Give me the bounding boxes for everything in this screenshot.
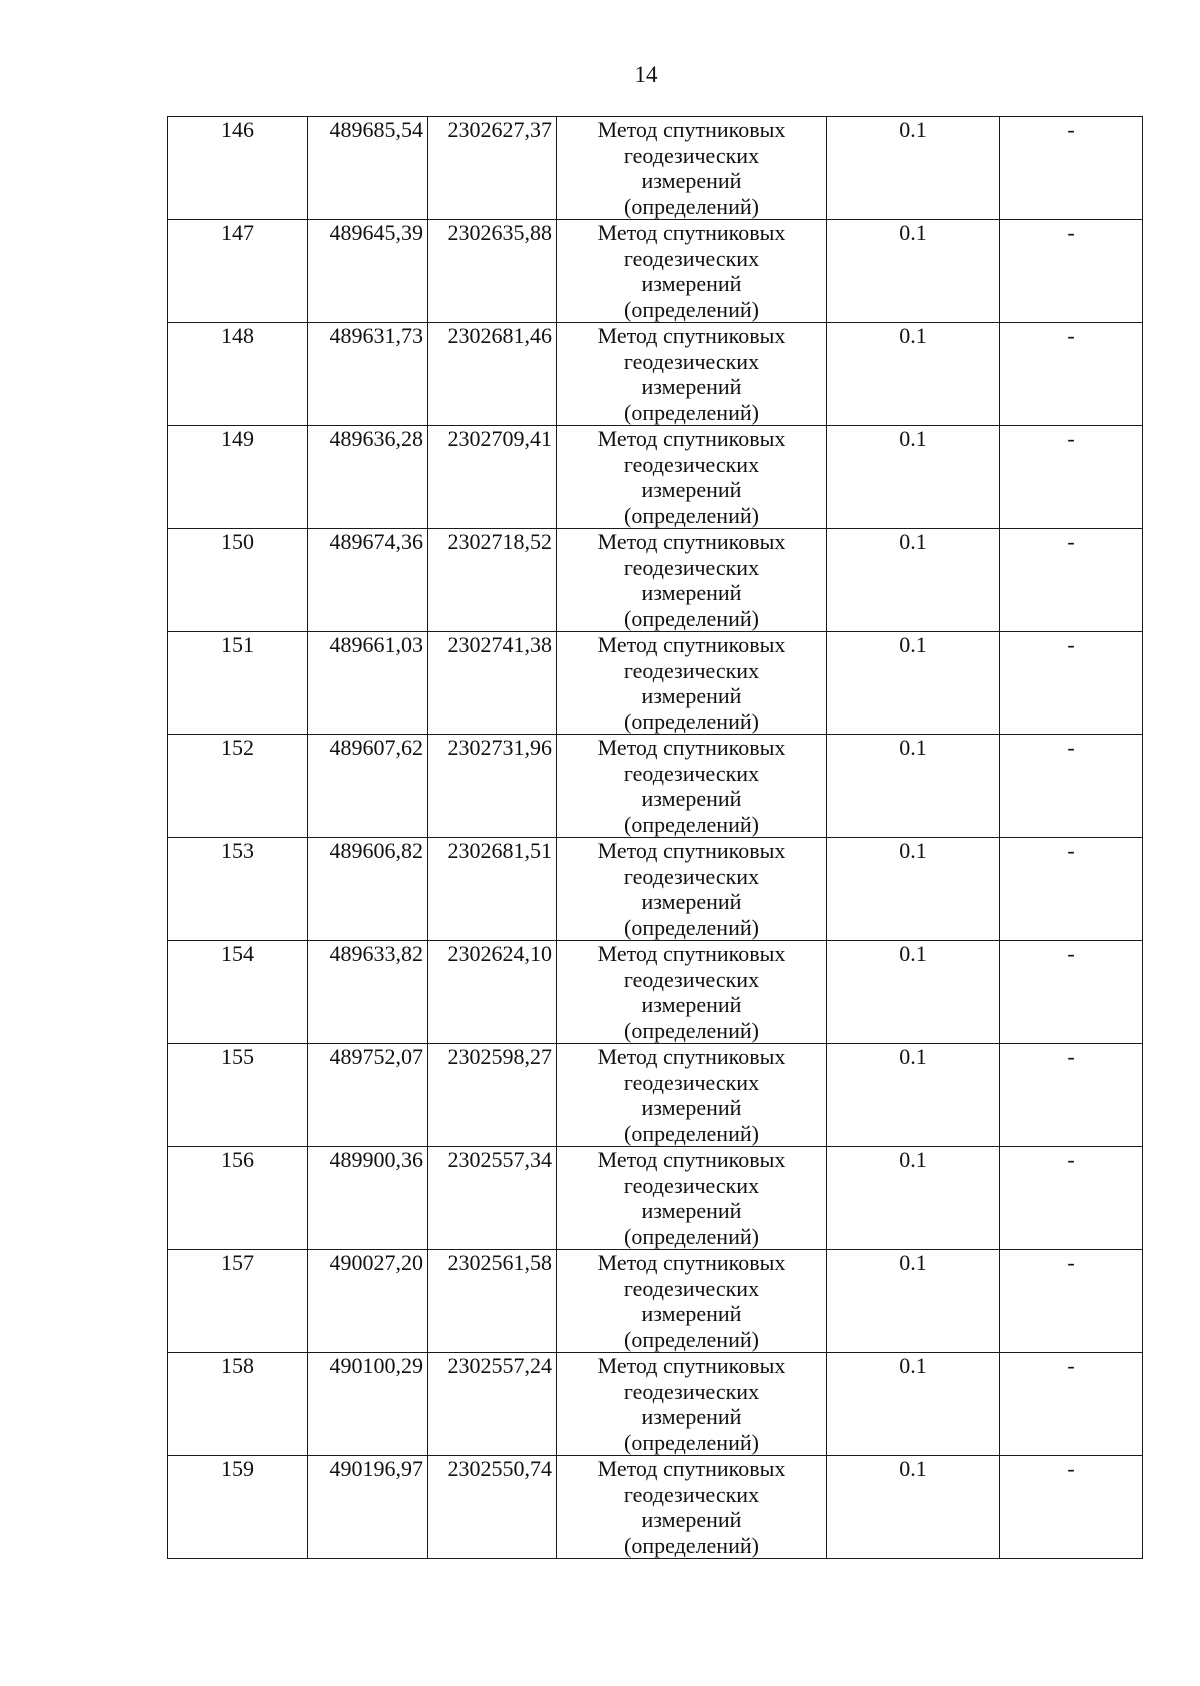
x-coordinate-cell: 489900,36	[308, 1147, 428, 1250]
table-row	[168, 1353, 1143, 1456]
method-line: измерений	[641, 374, 742, 399]
method-line: геодезических	[623, 760, 760, 786]
note-cell: -	[1000, 426, 1143, 529]
method-line: геодезических	[623, 1172, 760, 1198]
method-line: измерений	[641, 168, 742, 193]
method-cell	[557, 117, 827, 220]
point-number-cell: 151	[168, 632, 308, 735]
accuracy-cell: 0.1	[827, 1353, 1000, 1456]
accuracy-cell: 0.1	[827, 838, 1000, 941]
method-line: Метод спутниковых	[597, 1456, 786, 1481]
point-number-cell: 158	[168, 1353, 308, 1456]
accuracy-cell: 0.1	[827, 1044, 1000, 1147]
method-cell	[557, 838, 827, 941]
method-line: (определений)	[624, 605, 759, 631]
accuracy-cell: 0.1	[827, 632, 1000, 735]
method-cell	[557, 941, 827, 1044]
method-cell	[557, 1456, 827, 1559]
method-line: измерений	[641, 992, 742, 1017]
note-cell: -	[1000, 117, 1143, 220]
note-cell: -	[1000, 838, 1143, 941]
page-number: 14	[634, 62, 658, 87]
method-line: Метод спутниковых	[597, 117, 786, 142]
method-line: геодезических	[623, 1378, 760, 1404]
method-line: измерений	[641, 271, 742, 296]
method-cell	[557, 735, 827, 838]
point-number-cell: 155	[168, 1044, 308, 1147]
method-line: измерений	[641, 889, 742, 914]
note-cell: -	[1000, 1353, 1143, 1456]
y-coordinate-cell: 2302709,41	[428, 426, 557, 529]
method-line: Метод спутниковых	[597, 1044, 786, 1069]
method-line: Метод спутниковых	[597, 632, 786, 657]
point-number-cell: 150	[168, 529, 308, 632]
method-line: геодезических	[623, 1481, 760, 1507]
method-line: Метод спутниковых	[597, 426, 786, 451]
method-line: измерений	[641, 1095, 742, 1120]
method-line: (определений)	[624, 193, 759, 219]
accuracy-cell: 0.1	[827, 220, 1000, 323]
x-coordinate-cell: 489661,03	[308, 632, 428, 735]
x-coordinate-cell: 489645,39	[308, 220, 428, 323]
point-number-cell: 153	[168, 838, 308, 941]
x-coordinate-cell: 490196,97	[308, 1456, 428, 1559]
method-line: (определений)	[624, 914, 759, 940]
table-row	[168, 426, 1143, 529]
method-line: Метод спутниковых	[597, 1147, 786, 1172]
note-cell: -	[1000, 941, 1143, 1044]
method-line: измерений	[641, 1507, 742, 1532]
method-cell	[557, 1147, 827, 1250]
note-cell: -	[1000, 1044, 1143, 1147]
y-coordinate-cell: 2302550,74	[428, 1456, 557, 1559]
table-row	[168, 838, 1143, 941]
note-cell: -	[1000, 1250, 1143, 1353]
y-coordinate-cell: 2302557,34	[428, 1147, 557, 1250]
table-row	[168, 941, 1143, 1044]
x-coordinate-cell: 489606,82	[308, 838, 428, 941]
point-number-cell: 154	[168, 941, 308, 1044]
point-number-cell: 149	[168, 426, 308, 529]
table-row	[168, 117, 1143, 220]
method-line: (определений)	[624, 399, 759, 425]
method-line: Метод спутниковых	[597, 220, 786, 245]
x-coordinate-cell: 490100,29	[308, 1353, 428, 1456]
method-line: геодезических	[623, 348, 760, 374]
table-row	[168, 1147, 1143, 1250]
accuracy-cell: 0.1	[827, 426, 1000, 529]
point-number-cell: 148	[168, 323, 308, 426]
note-cell: -	[1000, 220, 1143, 323]
method-line: измерений	[641, 580, 742, 605]
note-cell: -	[1000, 529, 1143, 632]
y-coordinate-cell: 2302598,27	[428, 1044, 557, 1147]
method-line: (определений)	[624, 502, 759, 528]
method-cell	[557, 426, 827, 529]
method-cell	[557, 323, 827, 426]
y-coordinate-cell: 2302741,38	[428, 632, 557, 735]
method-line: Метод спутниковых	[597, 735, 786, 760]
accuracy-cell: 0.1	[827, 1147, 1000, 1250]
y-coordinate-cell: 2302635,88	[428, 220, 557, 323]
accuracy-cell: 0.1	[827, 1250, 1000, 1353]
method-line: (определений)	[624, 1429, 759, 1455]
x-coordinate-cell: 489685,54	[308, 117, 428, 220]
method-cell	[557, 1044, 827, 1147]
method-line: геодезических	[623, 1275, 760, 1301]
method-line: измерений	[641, 683, 742, 708]
method-line: Метод спутниковых	[597, 838, 786, 863]
accuracy-cell: 0.1	[827, 941, 1000, 1044]
coordinates-table	[167, 116, 1143, 1559]
method-line: измерений	[641, 477, 742, 502]
accuracy-cell: 0.1	[827, 735, 1000, 838]
method-cell	[557, 220, 827, 323]
y-coordinate-cell: 2302731,96	[428, 735, 557, 838]
coordinates-table-body	[168, 117, 1143, 1559]
table-row	[168, 220, 1143, 323]
method-line: геодезических	[623, 657, 760, 683]
method-cell	[557, 529, 827, 632]
table-row	[168, 632, 1143, 735]
y-coordinate-cell: 2302681,46	[428, 323, 557, 426]
method-cell	[557, 632, 827, 735]
method-line: (определений)	[624, 1532, 759, 1558]
x-coordinate-cell: 489752,07	[308, 1044, 428, 1147]
method-line: геодезических	[623, 1069, 760, 1095]
method-line: (определений)	[624, 1120, 759, 1146]
method-line: геодезических	[623, 863, 760, 889]
method-line: геодезических	[623, 966, 760, 992]
method-cell	[557, 1250, 827, 1353]
point-number-cell: 152	[168, 735, 308, 838]
point-number-cell: 159	[168, 1456, 308, 1559]
method-cell	[557, 1353, 827, 1456]
x-coordinate-cell: 489631,73	[308, 323, 428, 426]
table-row	[168, 1250, 1143, 1353]
method-line: Метод спутниковых	[597, 529, 786, 554]
note-cell: -	[1000, 1456, 1143, 1559]
note-cell: -	[1000, 735, 1143, 838]
method-line: измерений	[641, 786, 742, 811]
method-line: (определений)	[624, 296, 759, 322]
y-coordinate-cell: 2302624,10	[428, 941, 557, 1044]
accuracy-cell: 0.1	[827, 529, 1000, 632]
point-number-cell: 156	[168, 1147, 308, 1250]
table-row	[168, 1044, 1143, 1147]
method-line: (определений)	[624, 811, 759, 837]
method-line: геодезических	[623, 142, 760, 168]
y-coordinate-cell: 2302681,51	[428, 838, 557, 941]
y-coordinate-cell: 2302561,58	[428, 1250, 557, 1353]
x-coordinate-cell: 490027,20	[308, 1250, 428, 1353]
method-line: (определений)	[624, 1326, 759, 1352]
note-cell: -	[1000, 632, 1143, 735]
method-line: Метод спутниковых	[597, 1353, 786, 1378]
accuracy-cell: 0.1	[827, 117, 1000, 220]
method-line: геодезических	[623, 451, 760, 477]
method-line: Метод спутниковых	[597, 323, 786, 348]
method-line: геодезических	[623, 245, 760, 271]
table-row	[168, 529, 1143, 632]
point-number-cell: 147	[168, 220, 308, 323]
point-number-cell: 157	[168, 1250, 308, 1353]
y-coordinate-cell: 2302627,37	[428, 117, 557, 220]
method-line: измерений	[641, 1198, 742, 1223]
table-row	[168, 735, 1143, 838]
x-coordinate-cell: 489633,82	[308, 941, 428, 1044]
y-coordinate-cell: 2302718,52	[428, 529, 557, 632]
method-line: Метод спутниковых	[597, 941, 786, 966]
method-line: (определений)	[624, 1223, 759, 1249]
table-row	[168, 323, 1143, 426]
accuracy-cell: 0.1	[827, 1456, 1000, 1559]
method-line: (определений)	[624, 708, 759, 734]
method-line: геодезических	[623, 554, 760, 580]
method-line: измерений	[641, 1301, 742, 1326]
note-cell: -	[1000, 1147, 1143, 1250]
x-coordinate-cell: 489607,62	[308, 735, 428, 838]
x-coordinate-cell: 489636,28	[308, 426, 428, 529]
accuracy-cell: 0.1	[827, 323, 1000, 426]
x-coordinate-cell: 489674,36	[308, 529, 428, 632]
table-row	[168, 1456, 1143, 1559]
method-line: измерений	[641, 1404, 742, 1429]
method-line: (определений)	[624, 1017, 759, 1043]
method-line: Метод спутниковых	[597, 1250, 786, 1275]
point-number-cell: 146	[168, 117, 308, 220]
note-cell: -	[1000, 323, 1143, 426]
y-coordinate-cell: 2302557,24	[428, 1353, 557, 1456]
